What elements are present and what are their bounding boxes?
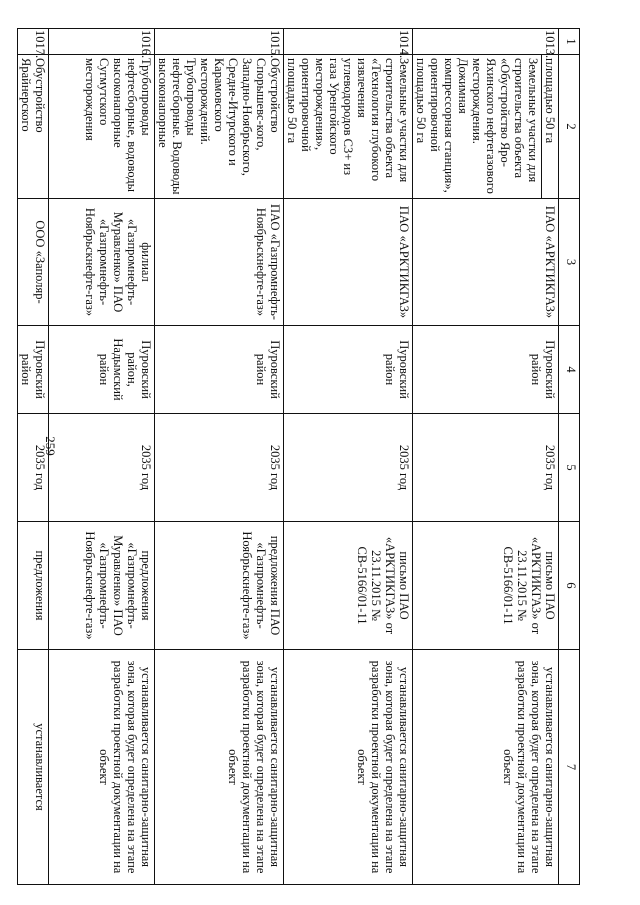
row-number: 1016. <box>49 29 155 55</box>
year: 2035 год <box>413 414 559 522</box>
object-name-text: Земельные участки для строительства объекта «Обустройство Яро-Яхинского нефтегазового месторождения. Дожимная компрессорная станция», ориентировочной площадью 50 га <box>414 58 540 194</box>
object-name: Обустройство Спорышевс-кого, Западно-Ноябрьского, Средне-Итурского и Карамовского месторождений. Трубопроводы нефтесборные. Водоводы высоконапорные <box>155 55 284 199</box>
rotated-table-wrapper <box>19 28 580 884</box>
object-name <box>413 55 559 199</box>
basis: предложения <box>18 522 49 650</box>
note: устанавливается санитарно-защитная зона, которая будет определена на этапе разработки проектной документации на объект <box>49 650 155 885</box>
basis: письмо ПАО «АРКТИКГАЗ» от 23.11.2015 № СВ-5166/01-11 <box>413 522 559 650</box>
organization: ООО «Заполяр- <box>18 199 49 326</box>
row-number: 1015. <box>155 29 284 55</box>
col-header: 3 <box>559 199 580 326</box>
organization: филиал «Газпромнефть-Муравленко» ПАО «Газпромнефть-Ноябрьскнефте-газ» <box>49 199 155 326</box>
col-header: 1 <box>559 29 580 55</box>
continuation-text: площадью 50 га <box>543 58 557 144</box>
organization: ПАО «АРКТИКГАЗ» <box>284 199 413 326</box>
col-header: 4 <box>559 326 580 414</box>
organization: ПАО «Газпромнефть-Ноябрьскнефте-газ» <box>155 199 284 326</box>
object-name: Трубопроводы нефтесборные, водоводы высоконапорные Сугмутского месторождения <box>49 55 155 199</box>
row-number: 1014. <box>284 29 413 55</box>
district: Пуровский район <box>155 326 284 414</box>
basis: письмо ПАО «АРКТИКГАЗ» от 23.11.2015 № СВ-5166/01-11 <box>284 522 413 650</box>
note: устанавливается санитарно-защитная зона, которая будет определена на этапе разработки проектной документации на объект <box>413 650 559 885</box>
row-number: 1013. <box>413 29 559 55</box>
table-row <box>413 29 559 885</box>
year: 2035 год <box>18 414 49 522</box>
table-row <box>49 29 155 885</box>
col-header: 2 <box>559 55 580 199</box>
district: Пуровский район <box>284 326 413 414</box>
object-name: Земельные участки для строительства объекта «Технология глубокого извлечения углеводородов С3+ из газа Уренгойского месторождения», ориентировочной площадью 50 га <box>284 55 413 199</box>
row-number: 1017. <box>18 29 49 55</box>
note: устанавливается санитарно-защитная зона, которая будет определена на этапе разработки проектной документации на объект <box>155 650 284 885</box>
col-header: 6 <box>559 522 580 650</box>
col-header: 7 <box>559 650 580 885</box>
object-name: Обустройство Ярайнерского <box>18 55 49 199</box>
objects-table <box>17 28 580 885</box>
year: 2035 год <box>284 414 413 522</box>
district: Пуровский район, Надымский район <box>49 326 155 414</box>
header-row <box>559 29 580 885</box>
table-row <box>155 29 284 885</box>
col-header: 5 <box>559 414 580 522</box>
note: устанавливается <box>18 650 49 885</box>
basis: предложения ПАО «Газпромнефть-Ноябрьскнефте-газ» <box>155 522 284 650</box>
year: 2035 год <box>49 414 155 522</box>
organization: ПАО «АРКТИКГАЗ» <box>413 199 559 326</box>
table-row <box>284 29 413 885</box>
year: 2035 год <box>155 414 284 522</box>
district: Пуровский район <box>413 326 559 414</box>
district: Пуровский район <box>18 326 49 414</box>
note: устанавливается санитарно-защитная зона, которая будет определена на этапе разработки проектной документации на объект <box>284 650 413 885</box>
basis: предложения «Газпромнефть-Муравленко» ПАО «Газпромнефть-Ноябрьскнефте-газ» <box>49 522 155 650</box>
table-row <box>18 29 49 885</box>
